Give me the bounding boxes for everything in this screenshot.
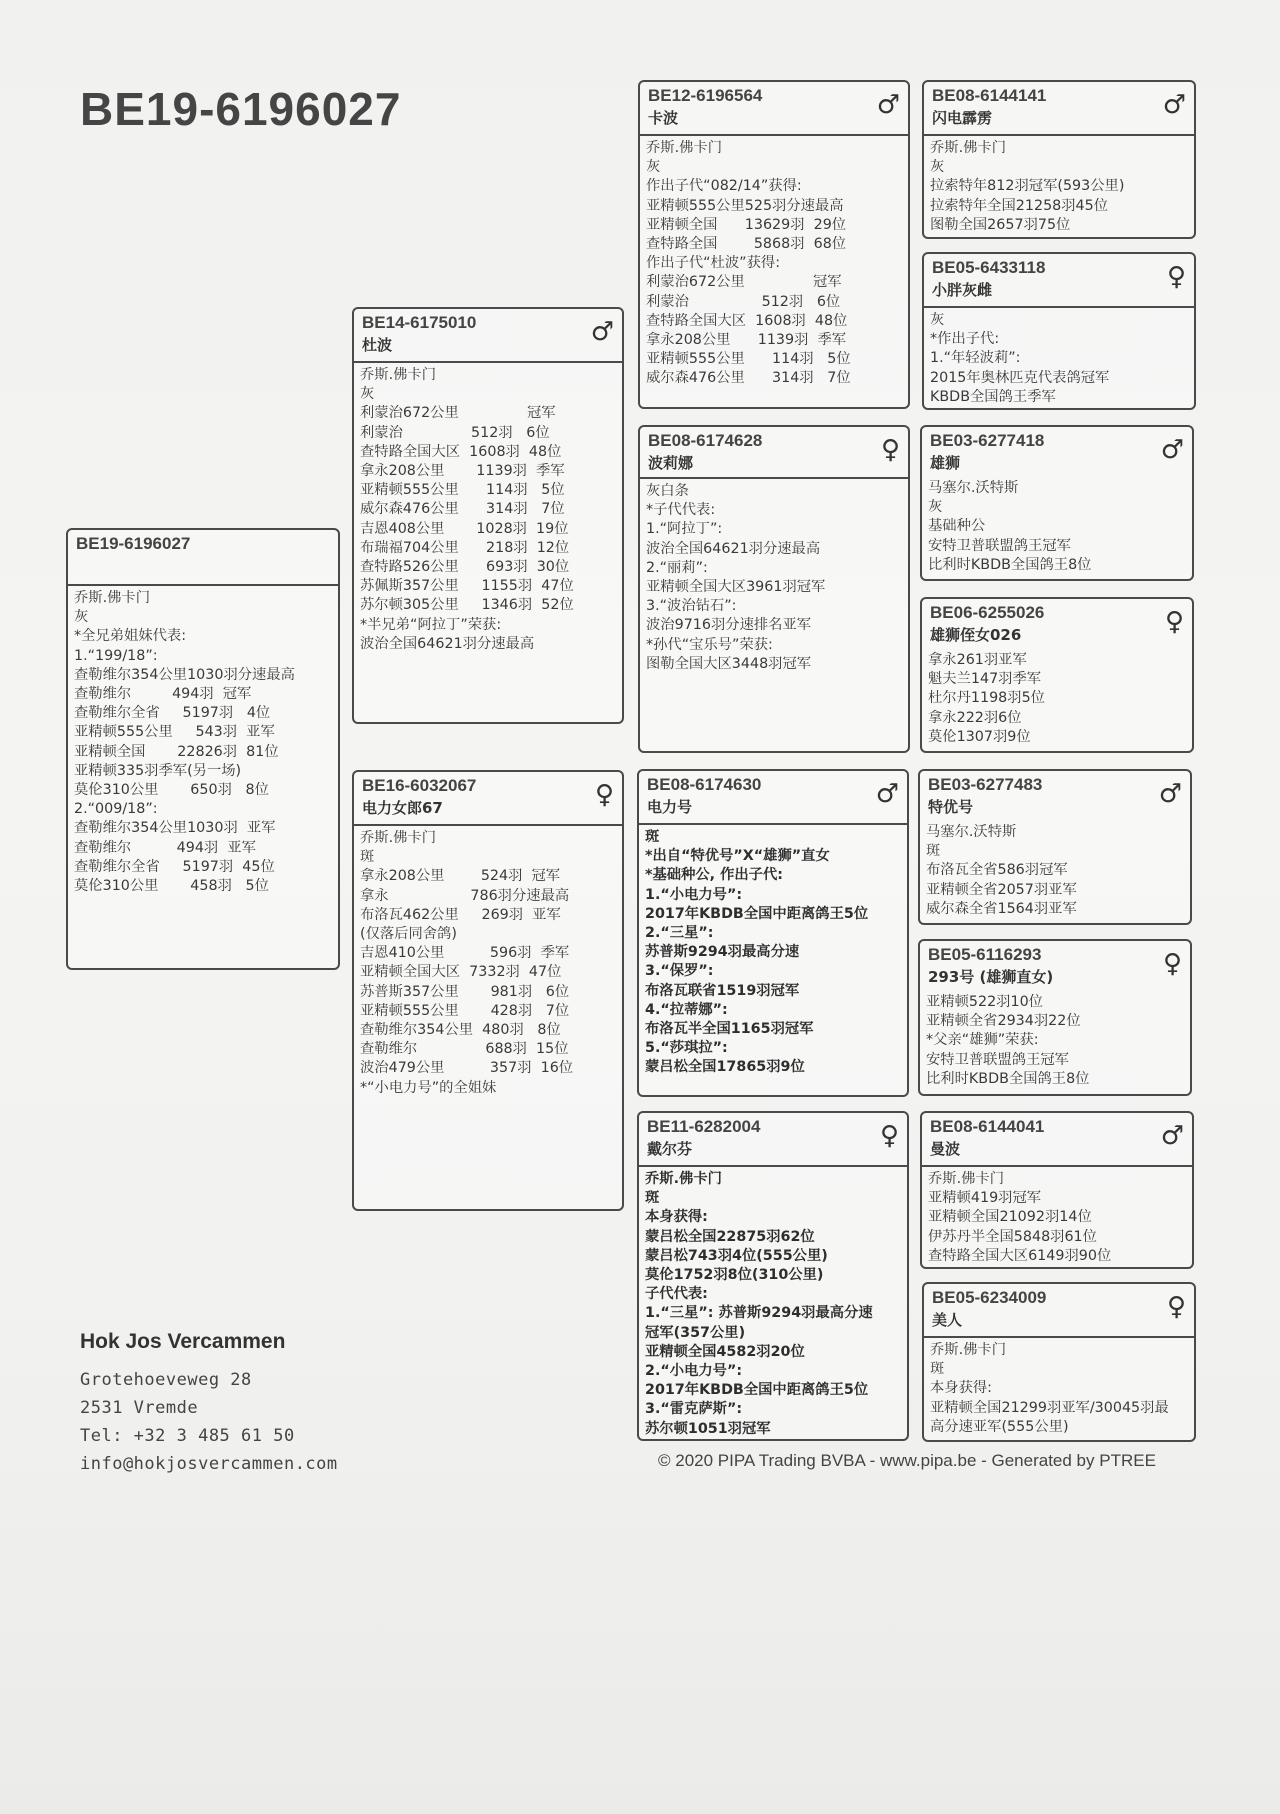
performance-line: 图勒全国大区3448羽冠军 (646, 655, 812, 672)
performance-line: 亚精顿555公里 543羽 亚军 (74, 724, 275, 741)
performance-line: 本身获得: (930, 1380, 993, 1397)
performance-line: 亚精顿全国21299羽亚军/30045羽最 (930, 1399, 1169, 1416)
female-icon: ♀ (879, 1121, 899, 1151)
ring-number: BE12-6196564 (648, 86, 763, 105)
ring-number: BE08-6174628 (648, 431, 763, 450)
performance-line: 斑 (930, 1361, 945, 1378)
ring-number: BE05-6234009 (932, 1288, 1047, 1307)
loft-city: 2531 Vremde (80, 1398, 199, 1418)
ring-number: BE19-6196027 (76, 534, 191, 553)
ring-number: BE08-6144041 (930, 1117, 1045, 1136)
performance-line: 乔斯.佛卡门 (645, 1171, 722, 1187)
performance-line: 蒙吕松全国17865羽9位 (645, 1059, 805, 1076)
performance-line: 查勒维尔354公里1030羽分速最高 (74, 666, 295, 683)
performance-line: 查勒维尔 494羽 冠军 (74, 686, 252, 703)
performance-line: 亚精顿全国大区3961羽冠军 (646, 579, 826, 596)
performance-line: 蒙吕松743羽4位(555公里) (645, 1247, 828, 1264)
performance-line: 亚精顿全国 13629羽 29位 (646, 216, 847, 233)
card-body (354, 826, 622, 1098)
performance-line: 斑 (645, 1190, 660, 1207)
performance-line: 威尔森476公里 314羽 7位 (646, 370, 851, 387)
performance-line: 2017年KBDB全国中距离鸽王5位 (645, 1382, 869, 1399)
female-icon: ♀ (1166, 1292, 1186, 1322)
performance-line: 1.“三星”: 苏普斯9294羽最高分速 (645, 1305, 873, 1322)
performance-line: 亚精顿全国 22826羽 81位 (74, 743, 279, 760)
card-body (924, 136, 1194, 235)
performance-line: 1.“小电力号”: (645, 886, 743, 903)
performance-line: 灰 (646, 159, 661, 176)
pedigree-title: BE19-6196027 (80, 83, 402, 135)
performance-line: 2.“009/18”: (74, 801, 158, 818)
ring-number: BE05-6116293 (928, 945, 1042, 964)
performance-line: 莫伦310公里 650羽 8位 (74, 782, 269, 799)
performance-line: 亚精顿全国21092羽14位 (928, 1209, 1092, 1226)
performance-line: 3.“波治钻石”: (646, 598, 737, 615)
performance-line: 查勒维尔全省 5197羽 45位 (74, 858, 275, 875)
pigeon-name: 戴尔芬 (647, 1140, 693, 1158)
performance-line: 查勒维尔 494羽 亚军 (74, 839, 256, 856)
performance-line: 杜尔丹1198羽5位 (928, 690, 1045, 707)
performance-line: 查勒维尔全省 5197羽 4位 (74, 705, 271, 722)
card-header (920, 941, 1190, 993)
pigeon-name (76, 555, 332, 575)
performance-line: KBDB全国鸽王季军 (930, 388, 1056, 405)
card-body (639, 1167, 907, 1439)
card-body (354, 363, 622, 654)
performance-line: 利蒙治 512羽 6位 (360, 424, 550, 441)
ring-number: BE14-6175010 (362, 313, 477, 332)
female-icon: ♀ (594, 780, 614, 810)
performance-line: 拿永 786羽分速最高 (360, 887, 570, 904)
pigeon-name: 雄狮 (930, 454, 961, 472)
performance-line: 亚精顿555公里525羽分速最高 (646, 197, 844, 214)
card-body (920, 823, 1190, 919)
performance-line: *半兄弟“阿拉丁”荣获: (360, 616, 502, 633)
card-header (922, 1113, 1192, 1167)
performance-line: 子代代表: (645, 1286, 708, 1303)
card-header (640, 427, 908, 479)
card-header (640, 82, 908, 136)
performance-line: 拿永222羽6位 (928, 709, 1022, 726)
performance-line: 灰 (930, 312, 945, 328)
performance-line: 拿永208公里 1139羽 季军 (646, 332, 847, 349)
performance-line: 亚精顿555公里 428羽 7位 (360, 1002, 570, 1019)
card-body (924, 308, 1194, 407)
performance-line: 布洛瓦全省586羽冠军 (926, 862, 1068, 879)
performance-line: 亚精顿335羽季军(另一场) (74, 762, 242, 779)
performance-line: 基础种公 (928, 518, 986, 535)
card-header (922, 427, 1192, 479)
performance-line: 利蒙治 512羽 6位 (646, 293, 841, 310)
pigeon-name: 闪电霹雳 (932, 109, 993, 127)
pigeon-name: 雄狮侄女026 (930, 626, 1022, 644)
performance-line: 苏普斯357公里 981羽 6位 (360, 983, 570, 1000)
ring-number: BE08-6174630 (647, 775, 762, 794)
ring-number: BE03-6277483 (928, 775, 1043, 794)
pigeon-name: 小胖灰雌 (932, 281, 993, 299)
performance-line: *全兄弟姐妹代表: (74, 628, 187, 645)
pedigree-card-sd (638, 425, 910, 753)
pigeon-name: 卡波 (648, 109, 679, 127)
performance-line: 亚精顿522羽10位 (926, 994, 1043, 1010)
performance-line: 波治全国64621羽分速最高 (360, 635, 535, 652)
performance-line: 4.“拉蒂娜”: (645, 1001, 728, 1018)
pedigree-card-dsd (918, 939, 1192, 1096)
performance-line: 蒙吕松全国22875羽62位 (645, 1228, 815, 1245)
performance-line: 查勒维尔354公里1030羽 亚军 (74, 820, 276, 837)
performance-line: 本身获得: (645, 1209, 708, 1226)
male-icon: ♂ (1158, 779, 1182, 809)
performance-line: 利蒙治672公里 冠军 (646, 274, 842, 291)
pedigree-card-sss (922, 80, 1196, 239)
performance-line: 斑 (926, 843, 941, 860)
performance-line: 查特路全国大区 1608羽 48位 (646, 312, 848, 329)
male-icon: ♂ (875, 779, 899, 809)
performance-line: 3.“保罗”: (645, 963, 714, 980)
performance-line: 2.“小电力号”: (645, 1363, 743, 1380)
card-body (639, 825, 907, 1078)
performance-line: 利蒙治672公里 冠军 (360, 405, 556, 422)
performance-line: 马塞尔.沃特斯 (926, 824, 1017, 840)
pigeon-name: 293号 (雄狮直女) (928, 968, 1054, 986)
performance-line: 马塞尔.沃特斯 (928, 480, 1019, 496)
pedigree-card-sdd (920, 597, 1194, 753)
pigeon-name: 美人 (932, 1311, 963, 1329)
loft-name: Hok Jos Vercammen (80, 1330, 286, 1353)
card-header (639, 771, 907, 825)
pedigree-card-dam (352, 770, 624, 1211)
performance-line: 波治9716羽分速排名亚军 (646, 617, 812, 634)
performance-line: 苏佩斯357公里 1155羽 47位 (360, 578, 574, 595)
performance-line: 乔斯.佛卡门 (646, 140, 723, 156)
card-header (354, 772, 622, 826)
performance-line: *基础种公, 作出子代: (645, 867, 783, 884)
performance-line: 斑 (360, 849, 375, 866)
performance-line: 拉索特年812羽冠军(593公里) (930, 178, 1125, 195)
performance-line: 布洛瓦半全国1165羽冠军 (645, 1021, 814, 1038)
performance-line: 苏尔顿1051羽冠军 (645, 1420, 771, 1437)
performance-line: 莫伦1752羽8位(310公里) (645, 1267, 824, 1284)
performance-line: 布洛瓦联省1519羽冠军 (645, 982, 800, 999)
performance-line: 吉恩410公里 596羽 季军 (360, 945, 570, 962)
performance-line: 冠军(357公里) (645, 1324, 746, 1341)
performance-line: *孙代“宝乐号”荣获: (646, 636, 773, 653)
performance-line: 威尔森全省1564羽亚军 (926, 900, 1077, 917)
performance-line: 灰白条 (646, 483, 689, 499)
pedigree-card-sds (920, 425, 1194, 581)
performance-line: *出自“特优号”X“雄狮”直女 (645, 848, 830, 865)
pigeon-name: 电力女郎67 (362, 799, 443, 817)
performance-line: 莫伦1307羽9位 (928, 728, 1031, 745)
pedigree-card-ddd (922, 1282, 1196, 1442)
pigeon-name: 电力号 (647, 798, 693, 816)
performance-line: 5.“莎琪拉”: (645, 1040, 728, 1057)
loft-street: Grotehoeveweg 28 (80, 1370, 252, 1390)
performance-line: 高分速亚军(555公里) (930, 1418, 1069, 1435)
performance-line: 布瑞福704公里 218羽 12位 (360, 539, 570, 556)
performance-line: 苏普斯9294羽最高分速 (645, 944, 800, 961)
performance-line: 查特路全国大区 1608羽 48位 (360, 443, 562, 460)
performance-line: 威尔森476公里 314羽 7位 (360, 501, 565, 518)
performance-line: *作出子代: (930, 331, 1000, 348)
male-icon: ♂ (1160, 1121, 1184, 1151)
loft-contact (80, 1330, 338, 1478)
performance-line: 拿永261羽亚军 (928, 652, 1027, 668)
card-body (922, 651, 1192, 747)
card-header (922, 599, 1192, 651)
pedigree-card-ssd (922, 252, 1196, 410)
performance-line: 乔斯.佛卡门 (930, 1342, 1007, 1358)
female-icon: ♀ (1166, 262, 1186, 292)
pigeon-name: 特优号 (928, 798, 974, 816)
card-header (924, 82, 1194, 136)
performance-line: 乔斯.佛卡门 (360, 830, 437, 846)
performance-line: 1.“年轻波莉”: (930, 350, 1021, 367)
pigeon-name: 杜波 (362, 336, 393, 354)
performance-line: (仅落后同舍鸽) (360, 926, 457, 943)
performance-line: 作出子代“杜波”获得: (646, 255, 781, 272)
card-header (639, 1113, 907, 1167)
card-header (354, 309, 622, 363)
card-body (920, 993, 1190, 1089)
ring-number: BE08-6144141 (932, 86, 1047, 105)
performance-line: 查勒维尔 688羽 15位 (360, 1041, 569, 1058)
pigeon-name: 曼波 (930, 1140, 961, 1158)
performance-line: 灰 (930, 159, 945, 176)
ring-number: BE06-6255026 (930, 603, 1045, 622)
performance-line: 查特路526公里 693羽 30位 (360, 559, 570, 576)
pigeon-name: 波莉娜 (648, 454, 694, 472)
card-body (922, 479, 1192, 575)
male-icon: ♂ (590, 317, 614, 347)
performance-line: 查勒维尔354公里 480羽 8位 (360, 1022, 561, 1039)
female-icon: ♀ (880, 435, 900, 465)
performance-line: 波治全国64621羽分速最高 (646, 540, 821, 557)
performance-line: 安特卫普联盟鸽王冠军 (928, 537, 1071, 554)
pedigree-card-sire (352, 307, 624, 724)
performance-line: 拿永208公里 524羽 冠军 (360, 868, 561, 885)
male-icon: ♂ (1160, 435, 1184, 465)
performance-line: 乔斯.佛卡门 (360, 367, 437, 383)
card-header (68, 530, 338, 586)
performance-line: 乔斯.佛卡门 (928, 1171, 1005, 1187)
pedigree-card-ss (638, 80, 910, 409)
performance-line: 3.“雷克萨斯”: (645, 1401, 743, 1418)
performance-line: 吉恩408公里 1028羽 19位 (360, 520, 569, 537)
card-header (920, 771, 1190, 823)
male-icon: ♂ (876, 90, 900, 120)
ring-number: BE16-6032067 (362, 776, 477, 795)
performance-line: 1.“199/18”: (74, 647, 158, 664)
performance-line: 灰 (928, 499, 943, 516)
loft-phone: Tel: +32 3 485 61 50 (80, 1426, 295, 1446)
performance-line: 灰 (360, 386, 375, 403)
performance-line: *父亲“雄狮”荣获: (926, 1032, 1039, 1049)
performance-line: *子代代表: (646, 502, 716, 519)
performance-line: 2017年KBDB全国中距离鸽王5位 (645, 905, 869, 922)
performance-line: 查特路全国 5868羽 68位 (646, 236, 847, 253)
female-icon: ♀ (1164, 607, 1184, 637)
pedigree-card-dss (918, 769, 1192, 925)
performance-line: 拉索特年全国21258羽45位 (930, 197, 1109, 214)
performance-line: 图勒全国2657羽75位 (930, 216, 1071, 233)
performance-line: 2.“三星”: (645, 925, 714, 942)
card-header (924, 1284, 1194, 1338)
card-body (924, 1338, 1194, 1437)
ring-number: BE05-6433118 (932, 258, 1046, 277)
card-body (640, 479, 908, 674)
card-body (922, 1167, 1192, 1266)
male-icon: ♂ (1162, 90, 1186, 120)
performance-line: 亚精顿555公里 114羽 5位 (360, 482, 565, 499)
performance-line: 斑 (645, 829, 660, 845)
performance-line: 波治479公里 357羽 16位 (360, 1060, 574, 1077)
ring-number: BE11-6282004 (647, 1117, 761, 1136)
ring-number: BE03-6277418 (930, 431, 1045, 450)
performance-line: *“小电力号”的全姐妹 (360, 1079, 497, 1096)
performance-line: 亚精顿全国大区 7332羽 47位 (360, 964, 562, 981)
performance-line: 亚精顿全省2934羽22位 (926, 1013, 1081, 1030)
performance-line: 灰 (74, 609, 89, 626)
card-header (924, 254, 1194, 308)
performance-line: 亚精顿419羽冠军 (928, 1190, 1042, 1207)
performance-line: 2.“丽莉”: (646, 559, 708, 576)
performance-line: 比利时KBDB全国鸽王8位 (926, 1070, 1090, 1087)
pedigree-card-subject (66, 528, 340, 970)
performance-line: 苏尔顿305公里 1346羽 52位 (360, 597, 574, 614)
pedigree-card-dd (637, 1111, 909, 1441)
performance-line: 乔斯.佛卡门 (74, 590, 151, 606)
performance-line: 亚精顿全国4582羽20位 (645, 1343, 805, 1360)
performance-line: 1.“阿拉丁”: (646, 521, 723, 538)
performance-line: 魁夫兰147羽季军 (928, 671, 1042, 688)
pedigree-card-ds (637, 769, 909, 1097)
performance-line: 亚精顿全省2057羽亚军 (926, 881, 1077, 898)
copyright-notice: © 2020 PIPA Trading BVBA - www.pipa.be - Generated by PTREE (658, 1451, 1156, 1470)
performance-line: 作出子代“082/14”获得: (646, 178, 802, 195)
performance-line: 拿永208公里 1139羽 季军 (360, 463, 565, 480)
performance-line: 布洛瓦462公里 269羽 亚军 (360, 906, 561, 923)
loft-email: info@hokjosvercammen.com (80, 1454, 338, 1474)
performance-line: 亚精顿555公里 114羽 5位 (646, 351, 851, 368)
performance-line: 莫伦310公里 458羽 5位 (74, 878, 269, 895)
card-body (68, 586, 338, 896)
performance-line: 查特路全国大区6149羽90位 (928, 1247, 1112, 1264)
pedigree-card-dds (920, 1111, 1194, 1269)
performance-line: 2015年奥林匹克代表鸽冠军 (930, 369, 1110, 386)
card-body (640, 136, 908, 389)
performance-line: 安特卫普联盟鸽王冠军 (926, 1051, 1069, 1068)
performance-line: 比利时KBDB全国鸽王8位 (928, 556, 1092, 573)
performance-line: 乔斯.佛卡门 (930, 140, 1007, 156)
performance-line: 伊苏丹半全国5848羽61位 (928, 1228, 1097, 1245)
female-icon: ♀ (1162, 949, 1182, 979)
